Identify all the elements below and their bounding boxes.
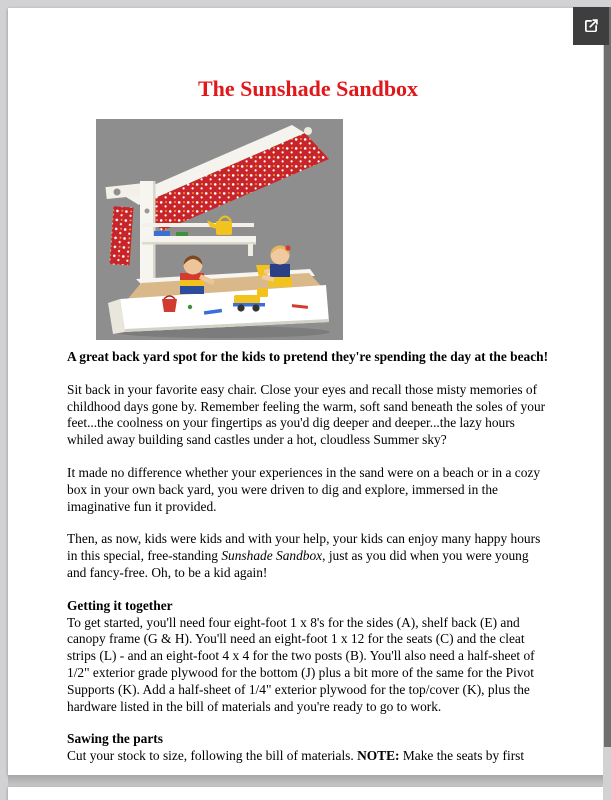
scrollbar-thumb[interactable] <box>604 7 611 747</box>
sandbox-photo <box>96 119 343 340</box>
product-name-italic: Sunshade Sandbox <box>221 548 323 564</box>
open-in-new-icon <box>582 17 600 35</box>
lead-paragraph: A great back yard spot for the kids to pretend they're spending the day at the beach! <box>67 349 549 364</box>
sawing-the-parts-heading: Sawing the parts <box>67 731 163 747</box>
paragraph-text: Then, as now, kids were kids and with your help, your kids can enjoy many happy hours in this special, free-standing <box>67 531 541 564</box>
next-page-edge <box>8 787 603 800</box>
getting-it-together-heading: Getting it together <box>67 597 173 613</box>
paragraph-memories: Sit back in your favorite easy chair. Close your eyes and recall those misty memories of childhood days gone by. Remember feeling the warm, soft sand beneath the soles of your feet...the coolness on your fingertips as you'd dig deeper and deeper...the lazy hours whiled away building sand castles under a hot, cloudless Summer sky? <box>67 381 546 448</box>
note-label: NOTE: <box>357 748 400 764</box>
section-sawing-the-parts <box>67 731 549 765</box>
sawing-body: Cut your stock to size, following the bill of materials. <box>67 748 358 764</box>
page-gap <box>8 775 603 787</box>
open-in-new-button[interactable] <box>573 7 609 45</box>
paragraph-no-difference: It made no difference whether your experiences in the sand were on a beach or in a cozy box in your own back yard, you were driven to dig and explore, immersed in the imaginative fun it provided. <box>67 464 541 514</box>
document-page <box>8 8 603 775</box>
scrollbar[interactable] <box>603 0 611 800</box>
paragraph-text: , just as you did when you were young and fancy-free. Oh, to be a kid again! <box>67 548 529 580</box>
sawing-body: Make the seats by first <box>399 748 525 764</box>
getting-it-together-body: To get started, you'll need four eight-foot 1 x 8's for the sides (A), shelf back (E) and canopy frame (G & H). You'll need an eight-foot 1 x 12 for the seats (C) and the cleat strips (L) - and an eight-foot 4 x 4 for the two posts (B). You'll also need a half-sheet of 1/2" exterior grade plywood for the bottom (J) plus a bit more of the same for the Pivot Supports (K). Add a half-sheet of 1/4" exterior plywood for the top/cover (K), plus the hardware listed in the bill of materials and you're ready to go to work. <box>67 614 535 714</box>
paragraph-then-as-now <box>67 531 549 581</box>
section-getting-it-together <box>67 598 549 716</box>
page-title: The Sunshade Sandbox <box>197 76 419 101</box>
sandbox-photo-illustration <box>96 119 343 340</box>
